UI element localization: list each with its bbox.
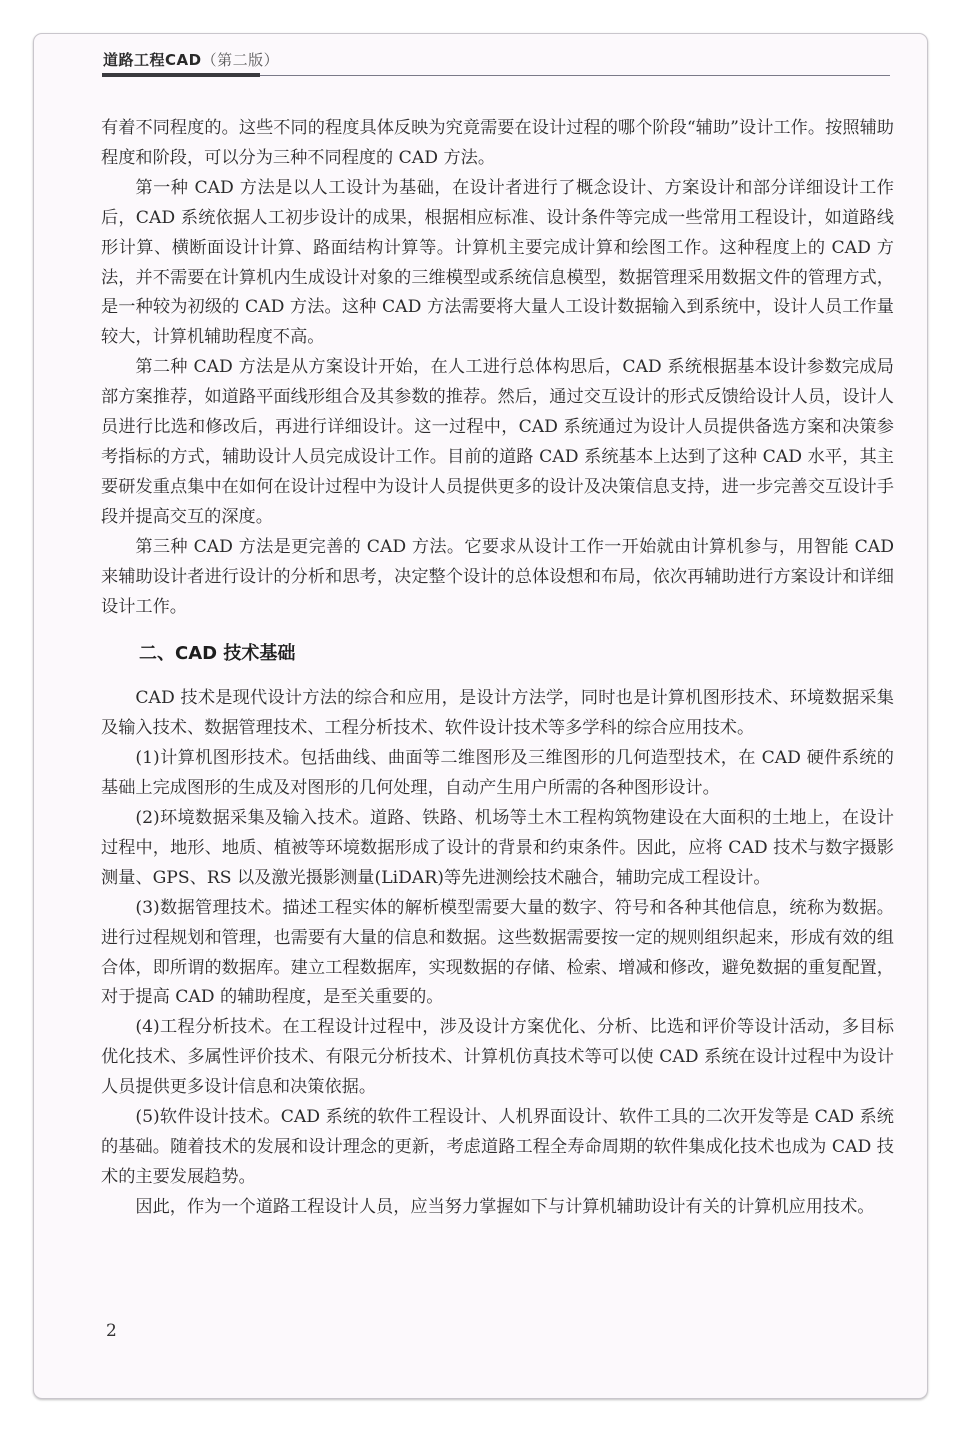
list-item-paragraph: (4)工程分析技术。在工程设计过程中，涉及设计方案优化、分析、比选和评价等设计活动，多目标优化技术、多属性评价技术、有限元分析技术、计算机仿真技术等可以使 CAD 系统在设计过程中为设计人员提供更多设计信息和决策依据。 [101,1017,894,1098]
body-text [101,114,894,1223]
paragraph: 因此，作为一个道路工程设计人员，应当努力掌握如下与计算机辅助设计有关的计算机应用技术。 [135,1196,875,1217]
paragraph: CAD 技术是现代设计方法的综合和应用，是设计方法学，同时也是计算机图形技术、环境数据采集及输入技术、数据管理技术、工程分析技术、软件设计技术等多学科的综合应用技术。 [101,688,894,739]
section-heading: 二、CAD 技术基础 [139,643,296,665]
page-number: 2 [106,1321,117,1341]
list-item-paragraph: (1)计算机图形技术。包括曲线、曲面等二维图形及三维图形的几何造型技术，在 CAD 硬件系统的基础上完成图形的生成及对图形的几何处理，自动产生用户所需的各种图形设计。 [101,748,894,799]
list-item-paragraph: (3)数据管理技术。描述工程实体的解析模型需要大量的数字、符号和各种其他信息，统称为数据。进行过程规划和管理，也需要有大量的信息和数据。这些数据需要按一定的规则组织起来，形成有效的组合体，即所谓的数据库。建立工程数据库，实现数据的存储、检索、增减和修改，避免数据的重复配置，对于提高 CAD 的辅助程度，是至关重要的。 [101,897,894,1008]
paragraph: 第一种 CAD 方法是以人工设计为基础，在设计者进行了概念设计、方案设计和部分详细设计工作后，CAD 系统依据人工初步设计的成果，根据相应标准、设计条件等完成一些常用工程设计，如道路线形计算、横断面设计计算、路面结构计算等。计算机主要完成计算和绘图工作。这种程度上的 CAD 方法，并不需要在计算机内生成设计对象的三维模型或系统信息模型，数据管理采用数据文件的管理方式，是一种较为初级的 CAD 方法。这种 CAD 方法需要将大量人工设计数据输入到系统中，设计人员工作量较大，计算机辅助程度不高。 [101,177,894,348]
paragraph: 有着不同程度的。这些不同的程度具体反映为究竟需要在设计过程的哪个阶段“辅助”设计工作。按照辅助程度和阶段，可以分为三种不同程度的 CAD 方法。 [101,118,894,168]
header-rule-thick [102,73,260,77]
header-rule-thin [260,75,890,76]
list-item-paragraph: (2)环境数据采集及输入技术。道路、铁路、机场等土木工程构筑物建设在大面积的土地上，在设计过程中，地形、地质、植被等环境数据形成了设计的背景和约束条件。因此，应将 CAD 技术与数字摄影测量、GPS、RS 以及激光摄影测量(LiDAR)等先进测绘技术融合，辅助完成工程设计。 [101,808,894,888]
edition-label: （第二版） [201,51,280,69]
list-item-paragraph: (5)软件设计技术。CAD 系统的软件工程设计、人机界面设计、软件工具的二次开发等是 CAD 系统的基础。随着技术的发展和设计理念的更新，考虑道路工程全寿命周期的软件集成化技术也成为 CAD 技术的主要发展趋势。 [101,1107,894,1187]
paragraph: 第三种 CAD 方法是更完善的 CAD 方法。它要求从设计工作一开始就由计算机参与，用智能 CAD 来辅助设计者进行设计的分析和思考，决定整个设计的总体设想和布局，依次再辅助进行方案设计和详细设计工作。 [101,536,894,617]
book-title: 道路工程CAD [103,51,202,69]
paragraph: 第二种 CAD 方法是从方案设计开始，在人工进行总体构思后，CAD 系统根据基本设计参数完成局部方案推荐，如道路平面线形组合及其参数的推荐。然后，通过交互设计的形式反馈给设计人员，设计人员进行比选和修改后，再进行详细设计。这一过程中，CAD 系统通过为设计人员提供备选方案和决策参考指标的方式，辅助设计人员完成设计工作。目前的道路 CAD 系统基本上达到了这种 CAD 水平，其主要研发重点集中在如何在设计过程中为设计人员提供更多的设计及决策信息支持，进一步完善交互设计手段并提高交互的深度。 [101,357,894,527]
running-head [103,49,279,70]
